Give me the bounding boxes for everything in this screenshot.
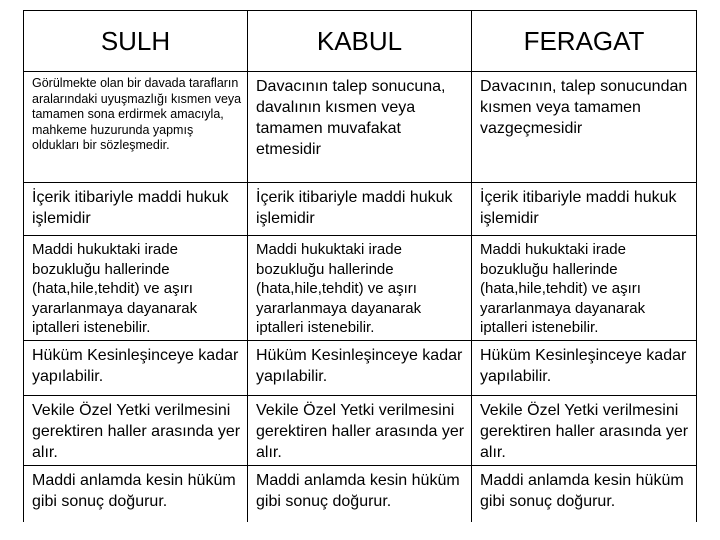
table-row	[24, 236, 697, 341]
table-cell: Davacının talep sonucuna, davalının kısmen veya tamamen muvafakat etmesidir	[248, 72, 472, 183]
table-cell: Maddi anlamda kesin hüküm gibi sonuç doğurur.	[24, 465, 248, 522]
table-cell: Vekile Özel Yetki verilmesini gerektiren haller arasında yer alır.	[24, 395, 248, 465]
table-cell: Maddi hukuktaki irade bozukluğu hallerinde (hata,hile,tehdit) ve aşırı yararlanmaya dayanarak iptalleri istenebilir.	[24, 236, 248, 341]
header-row	[24, 11, 697, 72]
table-cell: Vekile Özel Yetki verilmesini gerektiren haller arasında yer alır.	[248, 395, 472, 465]
table-row	[24, 340, 697, 395]
header-feragat: FERAGAT	[472, 11, 697, 72]
table-cell: Davacının, talep sonucundan kısmen veya tamamen vazgeçmesidir	[472, 72, 697, 183]
table-cell: Maddi anlamda kesin hüküm gibi sonuç doğurur.	[248, 465, 472, 522]
table-cell: Hüküm Kesinleşinceye kadar yapılabilir.	[472, 340, 697, 395]
table-cell: Hüküm Kesinleşinceye kadar yapılabilir.	[24, 340, 248, 395]
comparison-table	[23, 10, 697, 522]
table-row	[24, 72, 697, 183]
table-cell: Hüküm Kesinleşinceye kadar yapılabilir.	[248, 340, 472, 395]
table-cell: Görülmekte olan bir davada tarafların aralarındaki uyuşmazlığı kısmen veya tamamen sona erdirmek amacıyla, mahkeme huzurunda yapmış oldukları bir sözleşmedir.	[24, 72, 248, 183]
table-row	[24, 465, 697, 522]
header-kabul: KABUL	[248, 11, 472, 72]
table-row	[24, 183, 697, 236]
table-cell: Maddi hukuktaki irade bozukluğu hallerinde (hata,hile,tehdit) ve aşırı yararlanmaya dayanarak iptalleri istenebilir.	[472, 236, 697, 341]
table-cell: Maddi anlamda kesin hüküm gibi sonuç doğurur.	[472, 465, 697, 522]
table-cell: İçerik itibariyle maddi hukuk işlemidir	[24, 183, 248, 236]
header-sulh: SULH	[24, 11, 248, 72]
table-cell: Vekile Özel Yetki verilmesini gerektiren haller arasında yer alır.	[472, 395, 697, 465]
table-cell: Maddi hukuktaki irade bozukluğu hallerinde (hata,hile,tehdit) ve aşırı yararlanmaya dayanarak iptalleri istenebilir.	[248, 236, 472, 341]
table-cell: İçerik itibariyle maddi hukuk işlemidir	[472, 183, 697, 236]
table-cell: İçerik itibariyle maddi hukuk işlemidir	[248, 183, 472, 236]
table-row	[24, 395, 697, 465]
